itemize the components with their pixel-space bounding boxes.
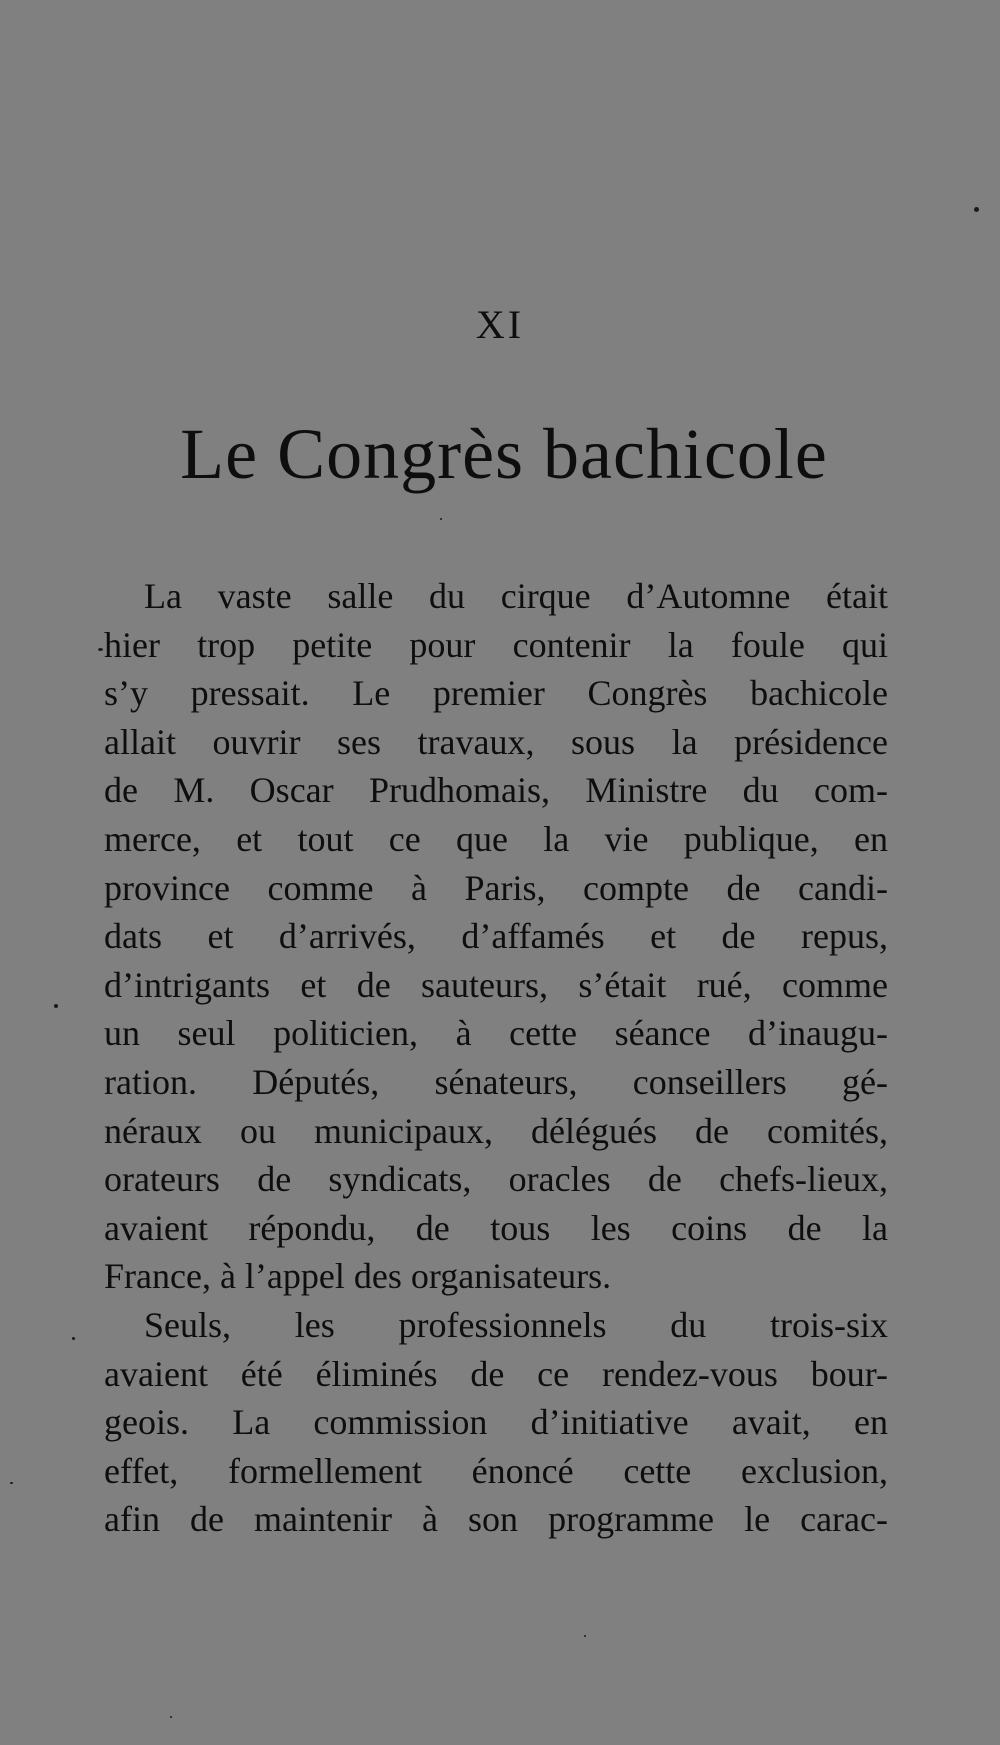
text-line: orateurs de syndicats, oracles de chefs-lieux, <box>104 1159 888 1200</box>
text-line: allait ouvrir ses travaux, sous la présidence <box>104 721 888 762</box>
text-line: d’intrigants et de sauteurs, s’était rué, comme <box>104 964 888 1005</box>
text-line: ration. Députés, sénateurs, conseillers gé- <box>104 1061 888 1102</box>
chapter-title: Le Congrès bachicole <box>180 414 828 494</box>
scan-speck <box>584 1635 586 1637</box>
paragraph-2 <box>104 1301 888 1544</box>
chapter-body <box>104 572 888 1544</box>
scan-speck <box>54 1004 58 1008</box>
scan-speck <box>170 1716 172 1718</box>
text-line: France, à l’appel des organisateurs. <box>104 1256 612 1297</box>
text-line: avaient répondu, de tous les coins de la <box>104 1207 888 1248</box>
scan-speck <box>10 1482 13 1484</box>
text-line: afin de maintenir à son programme le carac- <box>104 1499 888 1540</box>
text-line: effet, formellement énoncé cette exclusion, <box>104 1450 888 1491</box>
text-line: un seul politicien, à cette séance d’inaugu- <box>104 1013 888 1054</box>
text-line: La vaste salle du cirque d’Automne était <box>144 576 888 616</box>
chapter-number: XI <box>475 302 525 347</box>
scan-speck <box>98 648 103 651</box>
text-line: merce, et tout ce que la vie publique, en <box>104 818 888 859</box>
text-line: néraux ou municipaux, délégués de comités, <box>104 1110 888 1151</box>
paragraph-1 <box>104 572 888 1301</box>
text-line: de M. Oscar Prudhomais, Ministre du com- <box>104 770 888 811</box>
scan-speck <box>974 207 979 212</box>
text-line: Seuls, les professionnels du trois-six <box>144 1304 888 1345</box>
scan-speck <box>440 518 442 520</box>
text-line: geois. La commission d’initiative avait, en <box>104 1402 888 1443</box>
text-line: province comme à Paris, compte de candi- <box>104 867 888 908</box>
text-line: avaient été éliminés de ce rendez-vous bour- <box>104 1353 888 1394</box>
text-line: hier trop petite pour contenir la foule qui <box>104 624 888 665</box>
scan-speck <box>72 1337 75 1340</box>
text-line: dats et d’arrivés, d’affamés et de repus, <box>104 916 888 957</box>
text-line: s’y pressait. Le premier Congrès bachicole <box>104 673 888 714</box>
